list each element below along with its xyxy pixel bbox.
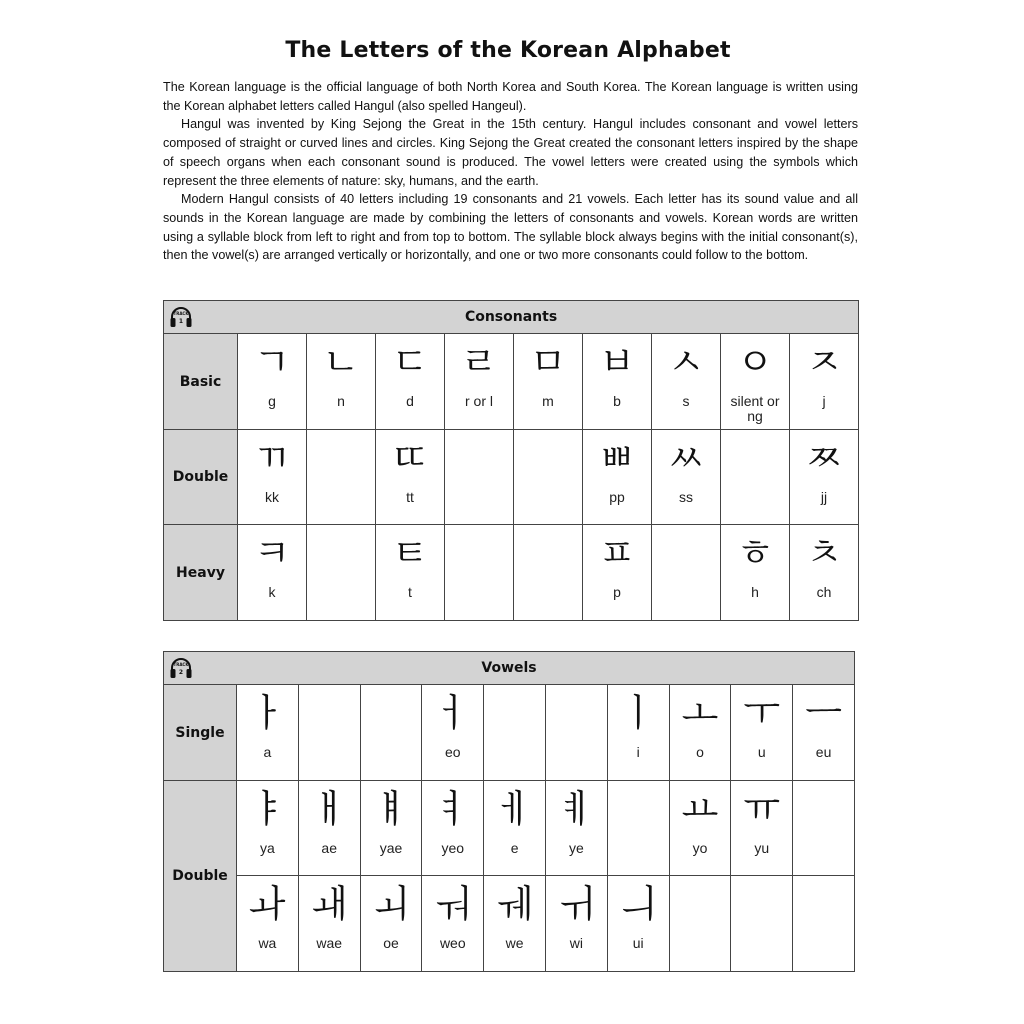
letter-glyph: ㅓ <box>434 691 472 735</box>
romanization: ye <box>568 840 584 856</box>
romanization: wi <box>569 935 583 951</box>
letter-glyph: ㅟ <box>558 882 595 926</box>
letter-glyph: ㅂ <box>598 340 636 384</box>
romanization: i <box>636 744 640 760</box>
letter-cell <box>298 876 360 972</box>
row-label-double: Double <box>164 430 238 525</box>
letter-glyph: ㅉ <box>805 436 843 480</box>
romanization: u <box>757 744 766 760</box>
letter-cell <box>652 334 721 430</box>
romanization: p <box>613 584 621 600</box>
letter-glyph: ㅋ <box>253 531 291 575</box>
letter-glyph: ㅊ <box>805 531 843 575</box>
letter-glyph: ㅔ <box>496 787 533 831</box>
letter-cell <box>298 781 360 876</box>
romanization: a <box>263 744 272 760</box>
letter-glyph: ㅏ <box>249 691 286 735</box>
letter-cell <box>307 430 376 525</box>
romanization: ui <box>632 935 644 951</box>
romanization: ya <box>260 840 275 856</box>
letter-cell <box>669 685 731 781</box>
romanization: b <box>613 393 621 409</box>
letter-cell <box>445 525 514 621</box>
romanization: wa <box>258 935 277 951</box>
letter-cell <box>731 781 793 876</box>
vowel-row-single <box>164 685 855 781</box>
letter-cell <box>545 781 607 876</box>
letter-cell <box>583 334 652 430</box>
letter-cell <box>445 334 514 430</box>
letter-cell <box>721 334 790 430</box>
romanization: jj <box>820 489 828 505</box>
letter-cell <box>721 525 790 621</box>
romanization: yeo <box>441 840 465 856</box>
letter-glyph: ㅝ <box>434 882 472 926</box>
letter-cell <box>731 876 793 972</box>
letter-cell <box>545 685 607 781</box>
letter-cell <box>607 685 669 781</box>
romanization: d <box>406 393 414 409</box>
row-label-heavy: Heavy <box>164 525 238 621</box>
letter-cell <box>514 334 583 430</box>
letter-glyph: ㅍ <box>598 531 636 575</box>
letter-cell <box>307 334 376 430</box>
romanization: j <box>822 393 826 409</box>
romanization: kk <box>265 489 279 505</box>
romanization: yu <box>754 840 770 856</box>
romanization: h <box>751 584 759 600</box>
romanization: k <box>268 584 276 600</box>
letter-glyph: ㅈ <box>805 340 843 384</box>
track-number: 2 <box>178 669 184 676</box>
letter-cell <box>669 781 731 876</box>
romanization: we <box>505 935 524 951</box>
romanization: t <box>408 584 412 600</box>
letter-cell <box>545 876 607 972</box>
vowels-header <box>164 652 855 685</box>
letter-cell <box>376 430 445 525</box>
letter-cell <box>422 685 484 781</box>
letter-cell <box>237 876 299 972</box>
letter-cell <box>307 525 376 621</box>
letter-glyph: ㅗ <box>681 691 719 735</box>
letter-cell <box>484 685 546 781</box>
track-number: 1 <box>178 318 184 325</box>
vowels-table <box>163 651 855 972</box>
letter-glyph: ㅆ <box>667 436 705 480</box>
letter-glyph: ㅞ <box>496 882 533 926</box>
letter-glyph: ㄱ <box>253 340 291 384</box>
letter-cell <box>793 781 855 876</box>
romanization: eo <box>445 744 461 760</box>
consonant-row-double <box>164 430 859 525</box>
letter-cell <box>237 781 299 876</box>
intro-paragraph-3: Modern Hangul consists of 40 letters including 19 consonants and 21 vowels. Each letter has its sound value and all sounds in the Korean language are made by combining the letters of consonants and vowels. Korean words are written using a syllable block from left to right and from top to bottom. The syllable block always begins with the initial consonant(s), then the vowel(s) are arranged vertically or horizontally, and one or two more consonants could follow to the bottom. <box>163 192 858 263</box>
letter-cell <box>484 781 546 876</box>
intro-text <box>163 78 858 265</box>
vowels-heading: Vowels <box>481 660 537 676</box>
letter-cell <box>298 685 360 781</box>
letter-glyph: ㅑ <box>249 787 286 831</box>
letter-glyph: ㅖ <box>558 787 595 831</box>
letter-cell <box>445 430 514 525</box>
romanization: weo <box>439 935 466 951</box>
letter-cell <box>607 876 669 972</box>
letter-glyph: ㄹ <box>460 340 498 384</box>
letter-glyph: ㅜ <box>743 691 781 735</box>
letter-glyph: ㅢ <box>619 882 657 926</box>
letter-glyph: ㅁ <box>529 340 567 384</box>
romanization: o <box>696 744 704 760</box>
letter-glyph: ㅘ <box>249 882 286 926</box>
letter-cell <box>238 334 307 430</box>
letter-glyph: ㅡ <box>805 691 842 735</box>
page-title: The Letters of the Korean Alphabet <box>285 38 731 63</box>
romanization: g <box>268 393 276 409</box>
romanization: n <box>337 393 345 409</box>
letter-cell <box>793 685 855 781</box>
letter-cell <box>607 781 669 876</box>
letter-glyph: ㄲ <box>253 436 291 480</box>
romanization: wae <box>316 935 343 951</box>
letter-cell <box>669 876 731 972</box>
letter-cell <box>583 525 652 621</box>
letter-glyph: ㄸ <box>391 436 429 480</box>
letter-cell <box>731 685 793 781</box>
letter-cell <box>360 781 422 876</box>
letter-cell <box>583 430 652 525</box>
letter-cell <box>721 430 790 525</box>
letter-cell <box>376 334 445 430</box>
consonants-header <box>164 301 859 334</box>
vowel-row-double-2 <box>164 876 855 972</box>
romanization: yo <box>692 840 708 856</box>
letter-glyph: ㅚ <box>372 882 410 926</box>
romanization: silent or ng <box>730 393 780 424</box>
romanization: e <box>510 840 519 856</box>
letter-cell <box>484 876 546 972</box>
letter-cell <box>652 430 721 525</box>
track-label: TRACK <box>173 662 189 667</box>
romanization: s <box>682 393 690 409</box>
letter-glyph: ㅙ <box>310 882 348 926</box>
vowel-row-double-1 <box>164 781 855 876</box>
letter-cell <box>422 781 484 876</box>
romanization: oe <box>383 935 399 951</box>
letter-glyph: ㄷ <box>391 340 429 384</box>
letter-glyph: ㅎ <box>736 531 774 575</box>
intro-paragraph-1: The Korean language is the official language of both North Korea and South Korea. The Korean language is written using the Korean alphabet letters called Hangul (also spelled Hangeul). <box>163 80 858 113</box>
letter-glyph: ㅣ <box>619 691 657 735</box>
letter-cell <box>360 685 422 781</box>
letter-glyph: ㄴ <box>322 340 360 384</box>
headphones-icon[interactable] <box>168 655 194 681</box>
row-label-basic: Basic <box>164 334 238 430</box>
romanization: eu <box>815 744 832 760</box>
consonant-row-heavy <box>164 525 859 621</box>
letter-cell <box>790 525 859 621</box>
romanization: tt <box>406 489 414 505</box>
letter-cell <box>514 430 583 525</box>
letter-glyph: ㅒ <box>372 787 410 831</box>
romanization: ae <box>321 840 337 856</box>
headphones-icon[interactable] <box>168 304 194 330</box>
letter-cell <box>238 525 307 621</box>
letter-cell <box>790 430 859 525</box>
consonants-heading: Consonants <box>464 309 558 325</box>
romanization: ch <box>816 584 832 600</box>
letter-glyph: ㅌ <box>391 531 429 575</box>
row-label-double: Double <box>164 781 237 972</box>
consonant-row-basic <box>164 334 859 430</box>
romanization: yae <box>379 840 403 856</box>
letter-cell <box>238 430 307 525</box>
letter-glyph: ㅛ <box>681 787 719 831</box>
intro-paragraph-2: Hangul was invented by King Sejong the Great in the 15th century. Hangul includes consonant and vowel letters composed of straight or curved lines and circles. King Sejong the Great created the consonant letters inspired by the shape of speech organs when each consonant sound is produced. The vowel letters were created using the symbols which represent the three elements of nature: sky, humans, and the earth. <box>163 117 858 188</box>
letter-glyph: ㅅ <box>667 340 705 384</box>
row-label-single: Single <box>164 685 237 781</box>
letter-glyph: ㅐ <box>310 787 348 831</box>
letter-cell <box>360 876 422 972</box>
letter-glyph: ㅇ <box>736 340 774 384</box>
romanization: r or l <box>465 393 493 409</box>
romanization: pp <box>609 489 625 505</box>
romanization: m <box>542 393 554 409</box>
romanization: ss <box>679 489 693 505</box>
letter-cell <box>793 876 855 972</box>
letter-cell <box>514 525 583 621</box>
letter-glyph: ㅕ <box>434 787 472 831</box>
letter-cell <box>422 876 484 972</box>
track-label: TRACK <box>173 311 189 316</box>
letter-glyph: ㅃ <box>598 436 636 480</box>
letter-cell <box>237 685 299 781</box>
letter-glyph: ㅠ <box>743 787 781 831</box>
letter-cell <box>652 525 721 621</box>
letter-cell <box>790 334 859 430</box>
consonants-table <box>163 300 859 621</box>
letter-cell <box>376 525 445 621</box>
